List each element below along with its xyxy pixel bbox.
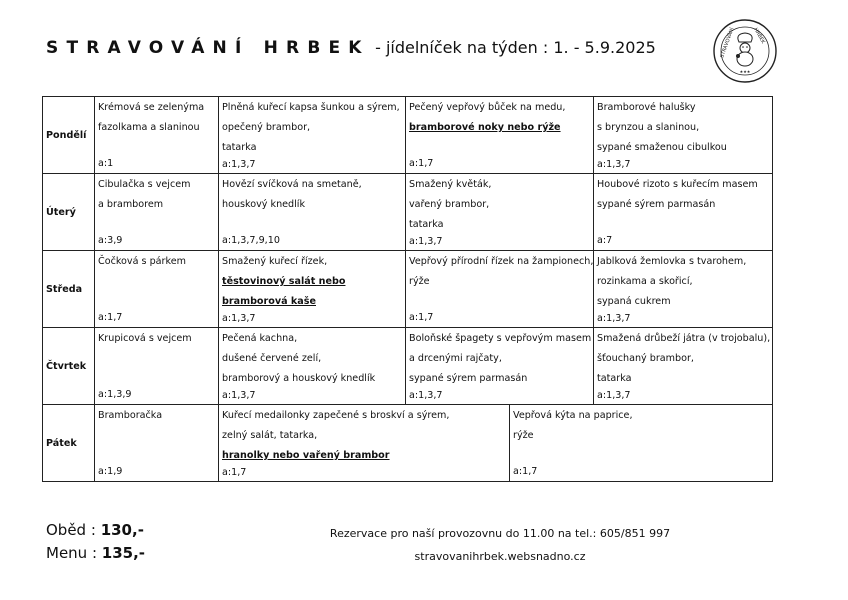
dish-line: Jablková žemlovka s tvarohem, [597,256,747,267]
dish-line: Smažený kuřecí řízek, [222,256,328,267]
allergens: a:1,7 [409,158,434,169]
menu-cell [594,251,773,328]
dish-line: fazolkama a slaninou [98,122,200,133]
reservation-note: Rezervace pro naší provozovnu do 11.00 na tel.: 605/851 997 [329,527,671,540]
dish-line: Plněná kuřecí kapsa šunkou a sýrem, [222,102,400,113]
day-name: Pátek [43,405,95,482]
menu-cell [219,97,406,174]
menu-cell [95,174,219,251]
dish-line: tatarka [409,219,444,230]
dish-line: tatarka [597,373,632,384]
dish-line: Pečená kachna, [222,333,298,344]
menu-cell [219,328,406,405]
dish-line: Čočková s párkem [98,256,186,267]
allergens: a:1,3,7 [409,236,443,247]
dish-line: tatarka [222,142,257,153]
allergens: a:1,3,7 [597,159,631,170]
allergens: a:7 [597,235,613,246]
menu-price: 135,- [101,544,146,562]
dish-line: Smažená drůbeží játra (v trojobalu), [597,333,771,344]
svg-text:STRAVOVÁNÍ: STRAVOVÁNÍ [719,27,736,59]
dish-line: sypaná cukrem [597,296,671,307]
menu-cell [406,251,594,328]
menu-cell [219,405,510,482]
menu-row [43,328,773,405]
menu-cell [95,97,219,174]
dish-line: bramborový a houskový knedlík [222,373,376,384]
dish-line: Vepřový přírodní řízek na žampionech, [409,256,594,267]
allergens: a:1,3,7 [222,159,256,170]
dish-line: Houbové rizoto s kuřecím masem [597,179,758,190]
menu-cell [95,251,219,328]
allergens: a:1 [98,158,114,169]
menu-row [43,97,773,174]
allergens: a:1,3,7 [222,313,256,324]
allergens: a:3,9 [98,235,123,246]
menu-cell [406,97,594,174]
dish-line: Bramboračka [98,410,163,421]
menu-row [43,405,773,482]
website-link: stravovanihrbek.websnadno.cz [414,550,586,563]
day-name: Čtvrtek [43,328,95,405]
dish-line: a bramborem [98,199,164,210]
dish-line: Kuřecí medailonky zapečené s broskví a sýrem, [222,410,450,421]
allergens: a:1,7 [409,312,434,323]
dish-line: dušené červené zelí, [222,353,322,364]
brand-name: STRAVOVÁNÍ HRBEK [46,38,370,58]
dish-line: rýže [409,276,430,287]
menu-week-subtitle: - jídelníček na týden : 1. - 5.9.2025 [375,38,656,57]
dish-line: hranolky nebo vařený brambor [222,450,390,461]
allergens: a:1,3,7 [597,313,631,324]
menu-cell [406,328,594,405]
menu-cell [594,328,773,405]
allergens: a:1,3,7 [597,390,631,401]
dish-line: zelný salát, tatarka, [222,430,318,441]
prices [46,519,145,565]
dish-line: Smažený květák, [409,179,492,190]
dish-line: vařený brambor, [409,199,490,210]
dish-line: houskový knedlík [222,199,306,210]
allergens: a:1,3,7 [222,390,256,401]
dish-line: opečený brambor, [222,122,311,133]
menu-row [43,174,773,251]
allergens: a:1,7 [98,312,123,323]
svg-text:★★★: ★★★ [739,69,751,74]
menu-row [43,251,773,328]
dish-line: sypané smaženou cibulkou [597,142,727,153]
menu-cell [219,174,406,251]
day-name: Úterý [43,174,95,251]
dish-line: Cibulačka s vejcem [98,179,191,190]
svg-text:HRBEK: HRBEK [752,27,767,45]
allergens: a:1,3,7,9,10 [222,235,280,246]
dish-line: Krupicová s vejcem [98,333,192,344]
dish-line: Bramborové halušky [597,102,696,113]
menu-cell [510,405,773,482]
menu-cell [594,97,773,174]
lunch-label: Oběd : [46,521,96,539]
menu-cell [95,405,219,482]
menu-cell [406,174,594,251]
dish-line: rozinkama a skořicí, [597,276,693,287]
dish-line: bramborové noky nebo rýže [409,122,561,133]
lunch-price: 130,- [100,521,144,539]
weekly-menu-table [42,96,773,482]
dish-line: Vepřová kýta na paprice, [513,410,633,421]
dish-line: a drcenými rajčaty, [409,353,502,364]
menu-cell [594,174,773,251]
dish-line: bramborová kaše [222,296,316,307]
page-title [46,38,656,58]
dish-line: Pečený vepřový bůček na medu, [409,102,566,113]
footer [325,522,675,568]
day-name: Pondělí [43,97,95,174]
dish-line: sypané sýrem parmasán [409,373,528,384]
day-name: Středa [43,251,95,328]
menu-cell [219,251,406,328]
dish-line: těstovinový salát nebo [222,276,346,287]
dish-line: Boloňské špagety s vepřovým masem [409,333,592,344]
dish-line: sypané sýrem parmasán [597,199,716,210]
allergens: a:1,7 [222,467,247,478]
menu-cell [95,328,219,405]
allergens: a:1,7 [513,466,538,477]
dish-line: Krémová se zelenýma [98,102,205,113]
dish-line: s brynzou a slaninou, [597,122,700,133]
allergens: a:1,9 [98,466,123,477]
allergens: a:1,3,9 [98,389,132,400]
dish-line: šťouchaný brambor, [597,353,694,364]
stravovani-hrbek-logo [712,18,778,84]
dish-line: rýže [513,430,534,441]
menu-label: Menu : [46,544,98,562]
dish-line: Hovězí svíčková na smetaně, [222,179,362,190]
allergens: a:1,3,7 [409,390,443,401]
